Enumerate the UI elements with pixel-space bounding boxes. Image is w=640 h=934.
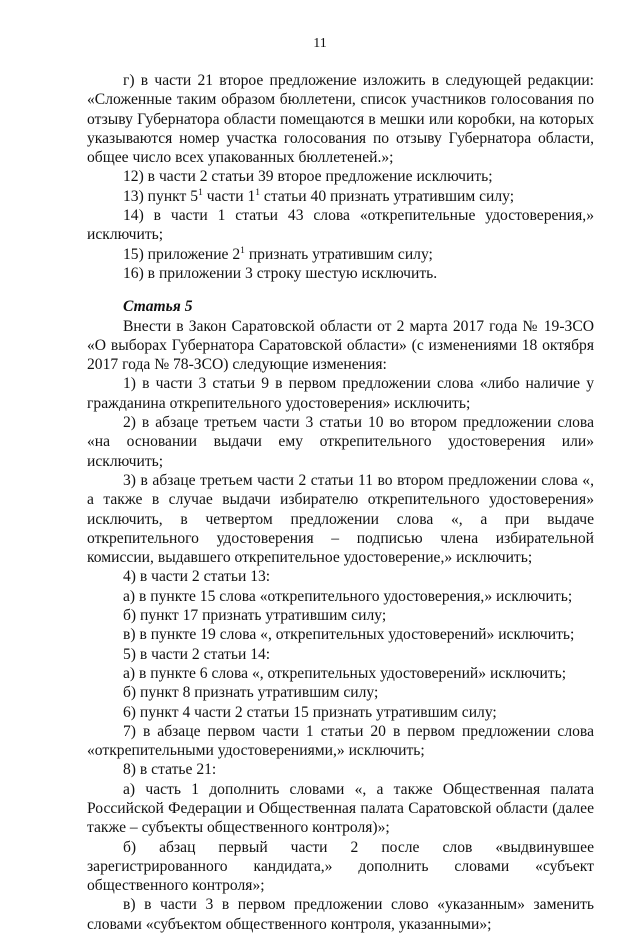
paragraph: 1) в части 3 статьи 9 в первом предложении слова «либо наличие у гражданина открепительного удостоверения» исключить;: [87, 375, 594, 412]
paragraph: 7) в абзаце первом части 1 статьи 20 в первом предложении слова «открепительными удостоверениями,» исключить;: [87, 722, 594, 760]
paragraph: 4) в части 2 статьи 13:: [123, 568, 271, 586]
paragraph: а) часть 1 дополнить словами «, а также Общественная палата Российской Федерации и Общественная палата Саратовской области (далее также – субъекты общественного контроля)»;: [87, 780, 594, 837]
superscript: 1: [240, 245, 245, 256]
text-fragment: признать утратившим силу;: [244, 245, 433, 263]
paragraph: б) абзац первый части 2 после слов «выдвинувшее зарегистрированного кандидата,» дополнить словами «субъект общественного контроля»;: [87, 838, 594, 895]
text-fragment: части 1: [202, 187, 256, 205]
paragraph: г) в части 21 второе предложение изложить в следующей редакции: «Сложенные таким образом бюллетени, список участников голосования по отзыву Губернатора области помещаются в мешки или коробки, на которых указываются номер участка голосования по отзыву Губернатора области, общее число всех упакованных бюллетеней.»;: [87, 72, 594, 167]
paragraph: б) пункт 17 признать утратившим силу;: [123, 607, 387, 625]
paragraph: 6) пункт 4 части 2 статьи 15 признать утратившим силу;: [123, 703, 497, 721]
superscript: 1: [255, 187, 261, 198]
paragraph-item-14: 14) в части 1 статьи 43 слова «открепительные удостоверения,» исключить;: [87, 207, 594, 244]
paragraph: Внести в Закон Саратовской области от 2 марта 2017 года № 19-ЗСО «О выборах Губернатора Саратовской области» (с изменениями 18 октября 2017 года № 78-ЗСО) следующие изменения:: [87, 317, 594, 374]
amendment-list-bottom: [87, 317, 594, 934]
document-body: [87, 71, 594, 934]
paragraph: 12) в части 2 статьи 39 второе предложение исключить;: [123, 168, 493, 186]
paragraph: 2) в абзаце третьем части 3 статьи 10 во втором предложении слова «на основании выдачи ему открепительного удостоверения или» исключить;: [87, 414, 594, 470]
paragraph: а) в пункте 15 слова «открепительного удостоверения,» исключить;: [123, 587, 573, 605]
paragraph-item-16: 16) в приложении 3 строку шестую исключить.: [123, 264, 438, 282]
article-heading: Статья 5: [123, 298, 193, 316]
paragraph: а) в пункте 6 слова «, открепительных удостоверений» исключить;: [123, 664, 567, 682]
paragraph-item-13: [87, 187, 594, 206]
text-fragment: статьи 40 признать утратившим силу;: [260, 187, 515, 205]
superscript: 1: [198, 187, 203, 198]
page-number: 11: [313, 36, 327, 51]
paragraph: в) в части 3 в первом предложении слово «указанным» заменить словами «субъектом общественного контроля, указанными»;: [87, 896, 594, 933]
paragraph: 5) в части 2 статьи 14:: [123, 645, 271, 663]
section-gap: [87, 283, 594, 297]
paragraph: 3) в абзаце третьем части 2 статьи 11 во втором предложении слова «, а также в случае выдачи избирателю открепительного удостоверения» исключить, в четвертом предложении слова «, а при выдаче открепительного удостоверения – подписью члена избирательной комиссии, выдавшего открепительное удостоверение,» исключить;: [87, 471, 594, 567]
paragraph: в) в пункте 19 слова «, открепительных удостоверений» исключить;: [123, 626, 575, 644]
amendment-list-top: [87, 71, 594, 187]
text-fragment: 13) пункт 5: [123, 187, 199, 205]
paragraph-item-15: [87, 245, 594, 264]
paragraph: б) пункт 8 признать утратившим силу;: [123, 684, 379, 702]
text-fragment: 15) приложение 2: [123, 245, 241, 263]
paragraph: 8) в статье 21:: [123, 761, 217, 779]
